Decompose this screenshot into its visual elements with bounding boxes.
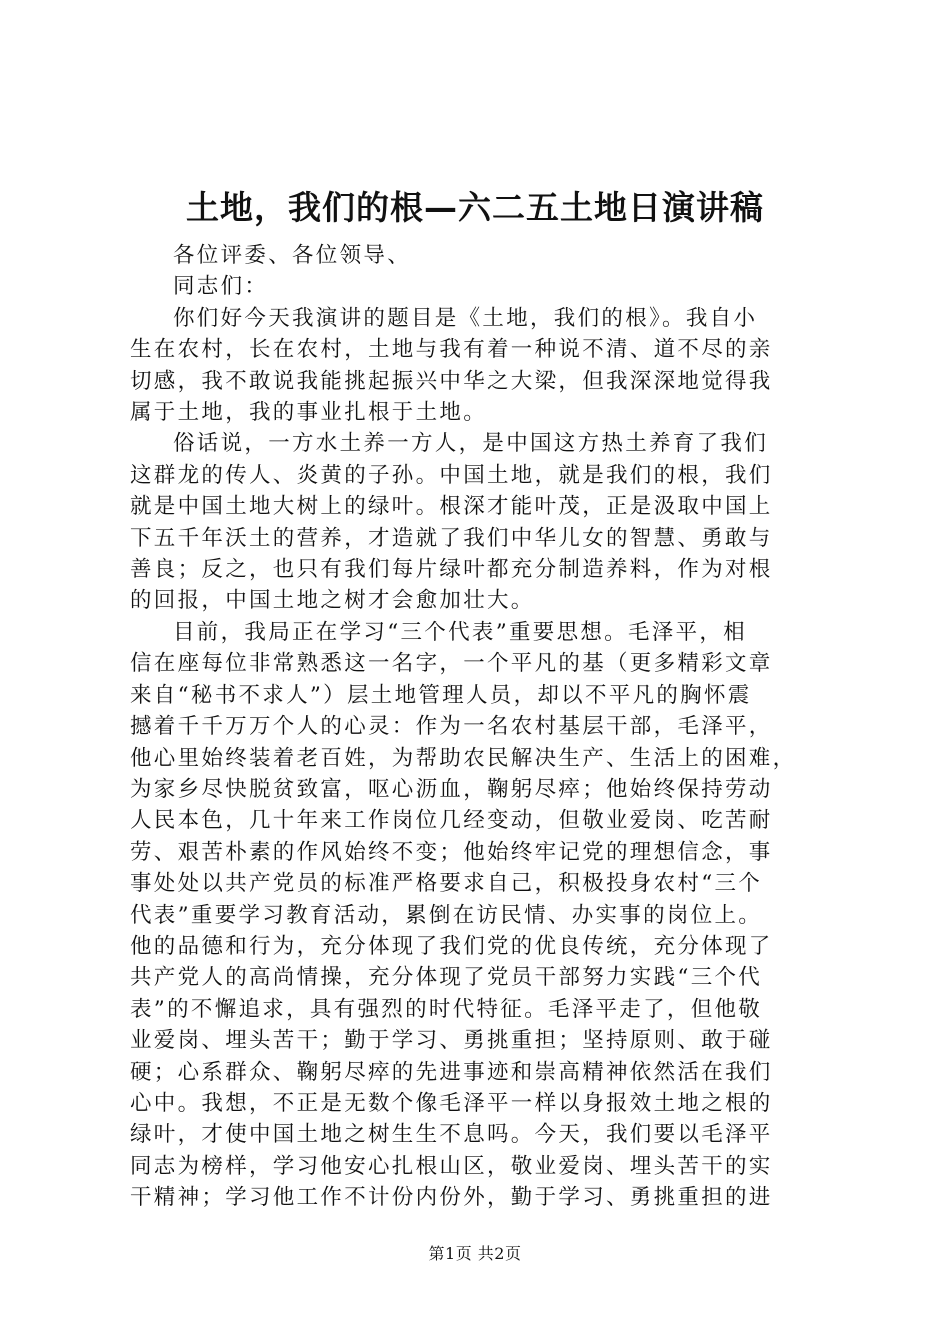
- paragraph-line: 的回报，中国土地之树才会愈加壮大。: [130, 588, 535, 614]
- paragraph-line: 俗话说，一方水土养一方人，是中国这方热土养育了我们: [173, 431, 769, 457]
- salutation-text-1: 各位评委、各位领导、: [173, 243, 412, 268]
- paragraph-line: 他心里始终装着老百姓，为帮助农民解决生产、生活上的困难，: [130, 745, 797, 771]
- paragraph-line: 撼着千千万万个人的心灵：作为一名农村基层干部，毛泽平，: [130, 714, 773, 740]
- paragraph-line: 事处处以共产党员的标准严格要求自己，积极投身农村“三个: [130, 871, 763, 897]
- paragraph-line: 代表”重要学习教育活动，累倒在访民情、办实事的岗位上。: [130, 902, 763, 928]
- paragraph-line: 来自“秘书不求人”）层土地管理人员，却以不平凡的胸怀震: [130, 682, 752, 708]
- paragraph-line: 业爱岗、埋头苦干；勤于学习、勇挑重担；坚持原则、敢于碰: [130, 1028, 773, 1054]
- paragraph-line: 干精神；学习他工作不计份内份外，勤于学习、勇挑重担的进: [130, 1185, 773, 1211]
- paragraph-line: 下五千年沃土的营养，才造就了我们中华儿女的智慧、勇敢与: [130, 525, 773, 551]
- paragraph-line: 属于土地，我的事业扎根于土地。: [130, 400, 488, 426]
- paragraph-2: [130, 428, 830, 616]
- paragraph-3: [130, 617, 830, 1214]
- salutation-text-2: 同志们：: [173, 274, 269, 300]
- salutation-line-2: [130, 271, 830, 302]
- paragraph-line: 硬；心系群众、鞠躬尽瘁的先进事迹和崇高精神依然活在我们: [130, 1059, 773, 1085]
- paragraph-1: [130, 303, 830, 429]
- paragraph-line: 人民本色，几十年来工作岗位几经变动，但敬业爱岗、吃苦耐: [130, 808, 773, 834]
- paragraph-line: 这群龙的传人、炎黄的子孙。中国土地，就是我们的根，我们: [130, 462, 773, 488]
- paragraph-line: 目前，我局正在学习“三个代表”重要思想。毛泽平，相: [173, 619, 747, 645]
- paragraph-line: 绿叶，才使中国土地之树生生不息吗。今天，我们要以毛泽平: [130, 1122, 773, 1148]
- paragraph-line: 信在座每位非常熟悉这一名字，一个平凡的基（更多精彩文章: [130, 651, 773, 677]
- paragraph-line: 他的品德和行为，充分体现了我们党的优良传统，充分体现了: [130, 933, 773, 959]
- page-number: 第1页 共2页: [428, 1244, 522, 1263]
- document-title: 土地，我们的根—六二五土地日演讲稿: [186, 188, 764, 227]
- paragraph-line: 善良；反之，也只有我们每片绿叶都充分制造养料，作为对根: [130, 557, 773, 583]
- paragraph-line: 你们好今天我演讲的题目是《土地，我们的根》。我自小: [173, 305, 758, 331]
- document-body: [130, 240, 830, 1214]
- paragraph-line: 表”的不懈追求，具有强烈的时代特征。毛泽平走了，但他敬: [130, 996, 763, 1022]
- page-footer: [0, 1243, 950, 1265]
- paragraph-line: 心中。我想，不正是无数个像毛泽平一样以身报效土地之根的: [130, 1090, 773, 1116]
- paragraph-line: 生在农村，长在农村，土地与我有着一种说不清、道不尽的亲: [130, 337, 773, 363]
- paragraph-line: 同志为榜样，学习他安心扎根山区，敬业爱岗、埋头苦干的实: [130, 1153, 773, 1179]
- paragraph-line: 就是中国土地大树上的绿叶。根深才能叶茂，正是汲取中国上: [130, 494, 773, 520]
- paragraph-line: 为家乡尽快脱贫致富，呕心沥血，鞠躬尽瘁；他始终保持劳动: [130, 776, 773, 802]
- paragraph-line: 共产党人的高尚情操，充分体现了党员干部努力实践“三个代: [130, 965, 763, 991]
- salutation-line-1: [130, 240, 830, 271]
- paragraph-line: 劳、艰苦朴素的作风始终不变；他始终牢记党的理想信念，事: [130, 839, 773, 865]
- paragraph-line: 切感，我不敢说我能挑起振兴中华之大梁，但我深深地觉得我: [130, 368, 773, 394]
